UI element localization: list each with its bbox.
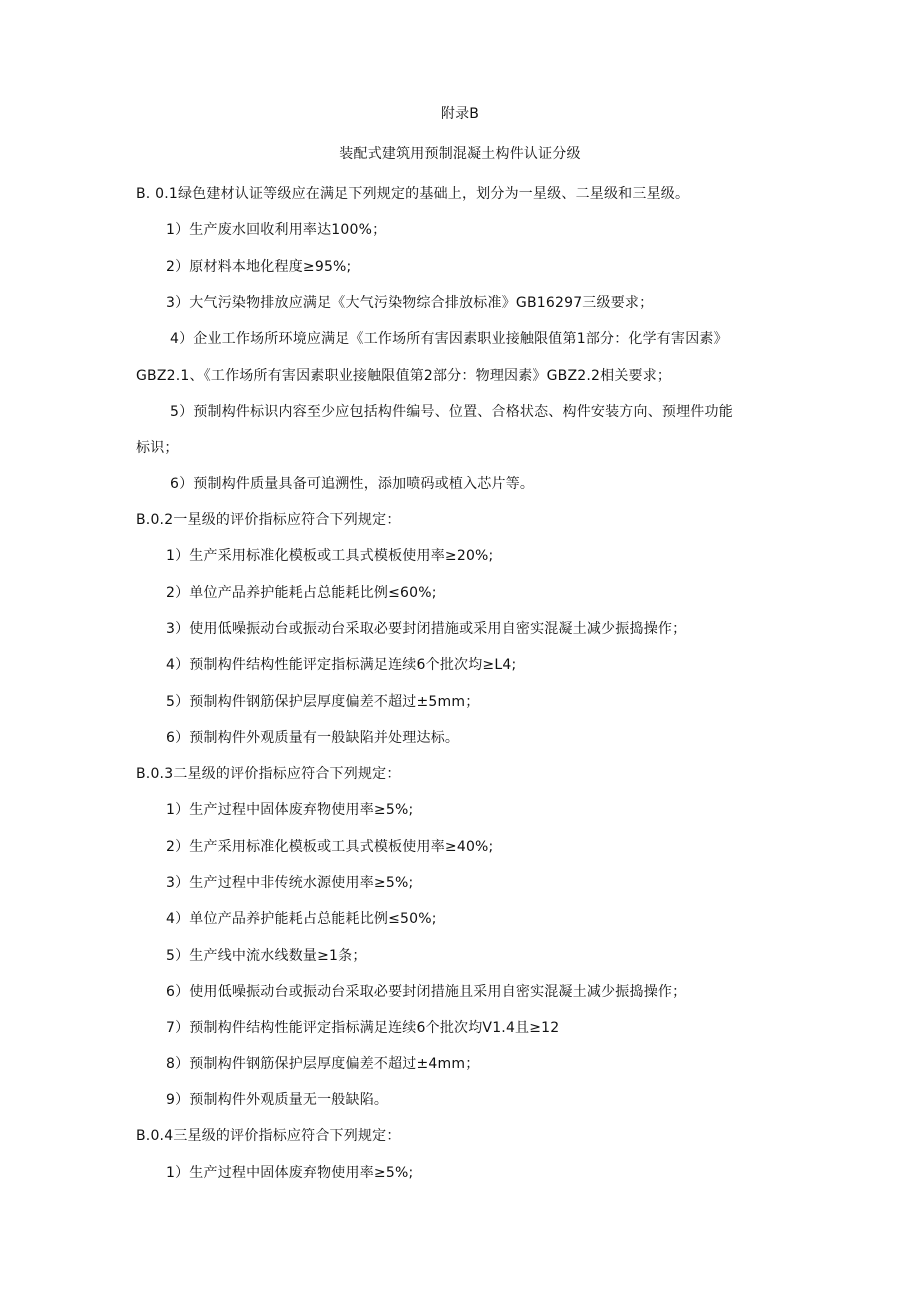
b03-item-3: 3）生产过程中非传统水源使用率≥5%;: [166, 875, 414, 891]
b03-item-4: 4）单位产品养护能耗占总能耗比例≤50%;: [166, 911, 437, 927]
section-b02-heading: B.0.2一星级的评价指标应符合下列规定：: [136, 512, 401, 528]
b03-item-9: 9）预制构件外观质量无一般缺陷。: [166, 1092, 389, 1108]
b01-item-4: 4）企业工作场所环境应满足《工作场所有害因素职业接触限值第1部分：化学有害因素》: [170, 331, 728, 347]
section-b04-heading: B.0.4三星级的评价指标应符合下列规定：: [136, 1128, 401, 1144]
b02-item-6: 6）预制构件外观质量有一般缺陷并处理达标。: [166, 730, 460, 746]
b01-item-6: 6）预制构件质量具备可追溯性，添加喷码或植入芯片等。: [170, 476, 535, 492]
section-b03-heading: B.0.3二星级的评价指标应符合下列规定：: [136, 766, 401, 782]
b03-item-7: 7）预制构件结构性能评定指标满足连续6个批次均V1.4且≥12: [166, 1020, 560, 1036]
b03-item-6: 6）使用低噪振动台或振动台采取必要封闭措施且采用自密实混凝土减少振捣操作；: [166, 984, 687, 1000]
b02-item-5: 5）预制构件钢筋保护层厚度偏差不超过±5mm；: [166, 694, 480, 710]
b02-item-4: 4）预制构件结构性能评定指标满足连续6个批次均≥L4;: [166, 657, 517, 673]
b03-item-1: 1）生产过程中固体废弃物使用率≥5%;: [166, 802, 414, 818]
b03-item-2: 2）生产采用标准化模板或工具式模板使用率≥40%;: [166, 839, 494, 855]
b01-item-5-continued: 标识；: [136, 440, 179, 456]
document-title: 装配式建筑用预制混凝土构件认证分级: [339, 146, 581, 162]
b02-item-3: 3）使用低噪振动台或振动台采取必要封闭措施或采用自密实混凝土减少振捣操作；: [166, 621, 687, 637]
b03-item-5: 5）生产线中流水线数量≥1条；: [166, 948, 367, 964]
appendix-label: 附录B: [440, 106, 480, 122]
b01-item-3: 3）大气污染物排放应满足《大气污染物综合排放标准》GB16297三级要求；: [166, 295, 654, 311]
b01-item-2: 2）原材料本地化程度≥95%;: [166, 259, 352, 275]
section-b01-heading: B. 0.1绿色建材认证等级应在满足下列规定的基础上，划分为一星级、二星级和三星级。: [136, 186, 690, 202]
b01-item-5: 5）预制构件标识内容至少应包括构件编号、位置、合格状态、构件安装方向、预埋件功能: [170, 404, 733, 420]
b04-item-1: 1）生产过程中固体废弃物使用率≥5%;: [166, 1165, 414, 1181]
b03-item-8: 8）预制构件钢筋保护层厚度偏差不超过±4mm；: [166, 1056, 480, 1072]
b01-item-1: 1）生产废水回收利用率达100%；: [166, 222, 387, 238]
b02-item-1: 1）生产采用标准化模板或工具式模板使用率≥20%;: [166, 548, 494, 564]
b01-item-4-continued: GBZ2.1、《工作场所有害因素职业接触限值第2部分：物理因素》GBZ2.2相关要求；: [136, 368, 672, 384]
b02-item-2: 2）单位产品养护能耗占总能耗比例≤60%;: [166, 585, 437, 601]
